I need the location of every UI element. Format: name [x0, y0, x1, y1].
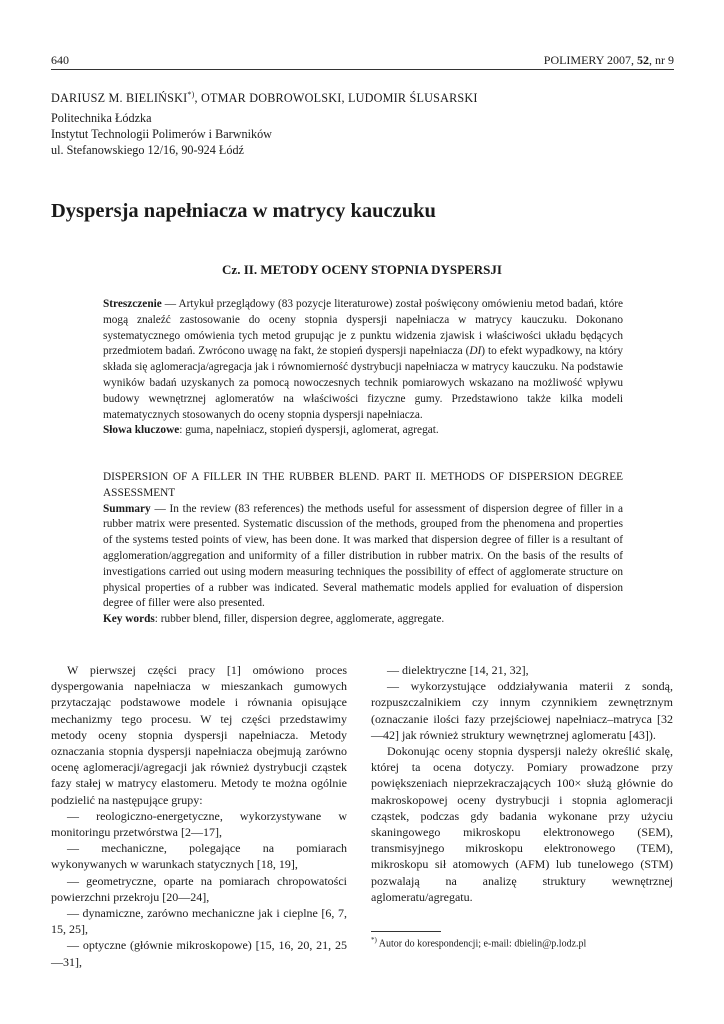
- list-item: — optyczne (głównie mikroskopowe) [15, 16, 20, 21, 25—31],: [51, 938, 347, 969]
- affiliation-line: Instytut Technologii Polimerów i Barwników: [51, 127, 272, 141]
- footnote-mark: *): [371, 936, 377, 944]
- keywords-paragraph: [103, 612, 623, 628]
- correspondence-mark: *): [187, 90, 195, 99]
- di-symbol: DI: [469, 345, 482, 358]
- footnote: [371, 936, 586, 949]
- list-item: — dielektryczne [14, 21, 32],: [387, 663, 529, 677]
- header-rule: [51, 69, 674, 70]
- list-item: — mechaniczne, polegające na pomiarach wykonywanych w warunkach statycznych [18, 19],: [51, 841, 347, 872]
- body-column-right: [371, 662, 673, 905]
- body-column-left: [51, 662, 347, 970]
- journal-citation: [544, 52, 674, 68]
- summary-label: Summary: [103, 502, 151, 515]
- abstract-text: — Artykuł przeglądowy (83 pozycje literaturowe) został poświęcony omówieniu metod badań, które mogą znaleźć zastosowanie do oceny stopnia dyspersji napełniacza w matrycy kauczuku. Dokonano systematycznego omówienia tych metod grupując je z punktu widzenia zjawisk i właściwości układu będących przedmiotem badań. Zwrócono uwagę na fakt, że stopień dyspersji napełniacza (: [103, 298, 623, 358]
- article-subtitle: Cz. II. METODY OCENY STOPNIA DYSPERSJI: [222, 262, 502, 277]
- abstract-polish: [103, 297, 623, 439]
- affiliation-line: ul. Stefanowskiego 12/16, 90-924 Łódź: [51, 143, 244, 157]
- first-author: DARIUSZ M. BIELIŃSKI: [51, 91, 188, 106]
- summary-text: — In the review (83 references) the methods useful for assessment of dispersion degree of filler in a rubber matrix were presented. Systematic discussion of the methods, grouped from the phenomena and properties of the systems tested points of view, has been done. It was marked that dispersion degree of filler is a resultant of agglomeration/aggregation and uniformity of a filler distribution in rubber matrix. On the basis of the results of investigations carried out using modern measuring techniques the possibility of effect of agglomerate structure on physical properties of a rubber was indicated. Several mathematic models applied for evaluation of dispersion degree of filler were also presented.: [103, 502, 623, 610]
- body-paragraph: Dokonując oceny stopnia dyspersji należy określić skalę, której ta ocena dotyczy. Pomiary prowadzone przy powiększeniach nieprzekraczających 100× służą głównie do makroskopowej oceny dystrybucji i stopnia aglomeracji cząstek, podczas gdy badania wykonane przy użyciu skaningowego mikroskopu elektronowego (SEM), transmisyjnego mikroskopu elektronowego (TEM), mikroskopu sił atomowych (AFM) lub tunelowego (STM) pozwalają na analizę struktury wewnętrznej aglomeratu/agregatu.: [371, 744, 673, 904]
- abstract-english: [103, 470, 623, 628]
- english-title: DISPERSION OF A FILLER IN THE RUBBER BLEND. PART II. METHODS OF DISPERSION DEGREE ASSESSMENT: [103, 471, 623, 499]
- list-item: — reologiczno-energetyczne, wykorzystywane w monitoringu przetwórstwa [2—17],: [51, 808, 347, 840]
- footnote-text: Autor do korespondencji; e-mail: dbielin@p.lodz.pl: [376, 938, 587, 950]
- keywords-paragraph: [103, 423, 623, 439]
- running-header: [51, 52, 674, 68]
- journal-volume: 52: [637, 53, 649, 67]
- keywords-text: : rubber blend, filler, dispersion degree, agglomerate, aggregate.: [154, 613, 445, 626]
- article-title: Dyspersja napełniacza w matrycy kauczuku: [51, 200, 436, 222]
- page-number: 640: [51, 53, 69, 67]
- list-item: — dynamiczne, zarówno mechaniczne jak i cieplne [6, 7, 15, 25],: [51, 906, 347, 937]
- journal-issue: , nr 9: [649, 53, 674, 67]
- affiliation: [51, 110, 272, 158]
- footnote-rule: [371, 931, 441, 932]
- summary-paragraph: [103, 502, 623, 613]
- affiliation-line: Politechnika Łódzka: [51, 111, 152, 125]
- journal-name: POLIMERY 2007,: [543, 53, 637, 67]
- keywords-text: : guma, napełniacz, stopień dyspersji, aglomerat, agregat.: [179, 424, 439, 437]
- list-item: — wykorzystujące oddziaływania materii z sondą, rozpuszczalnikiem czy innym czynnikiem zewnętrznym (oznaczanie ilości fazy przejściowej napełniacz–matryca [32—42] jak również struktury wewnętrznej aglomeratu [43]).: [371, 679, 673, 742]
- other-authors: , OTMAR DOBROWOLSKI, LUDOMIR ŚLUSARSKI: [194, 91, 478, 106]
- abstract-label: Streszczenie: [103, 298, 162, 310]
- author-list: [51, 90, 478, 106]
- abstract-paragraph: [103, 297, 623, 423]
- body-paragraph: W pierwszej części pracy [1] omówiono proces dyspergowania napełniacza w mieszankach gumowych przytaczając podstawowe modele i równania opisujące mechanizmy tego procesu. W tej części przedstawimy metody oceny stopnia dyspersji napełniacza. Metody oznaczania stopnia dyspersji napełniacza obejmują zarówno ocenę aglomeracji/agregacji jak również dystrybucji cząstek fazy stałej w matrycy elastomeru. Metody te można ogólnie podzielić na następujące grupy:: [51, 663, 347, 807]
- abstract-text: ) to efekt wypadkowy, na który składa się aglomeracja/agregacja jak i równomierność dystrybucji napełniacza w matrycy kauczuku. Na podstawie wyników badań uzyskanych za pomocą nowoczesnych technik pomiarowych wskazano na możliwość wpływu budowy wewnętrznej aglomeratów na właściwości fizyczne gumy. Przedstawiono także kilka modeli matematycznych stosowanych do oceny stopnia dyspersji napełniacza.: [103, 345, 623, 421]
- list-item: — geometryczne, oparte na pomiarach chropowatości powierzchni przekroju [20—24],: [51, 873, 347, 904]
- keywords-label: Key words: [103, 613, 155, 626]
- keywords-label: Słowa kluczowe: [103, 424, 180, 437]
